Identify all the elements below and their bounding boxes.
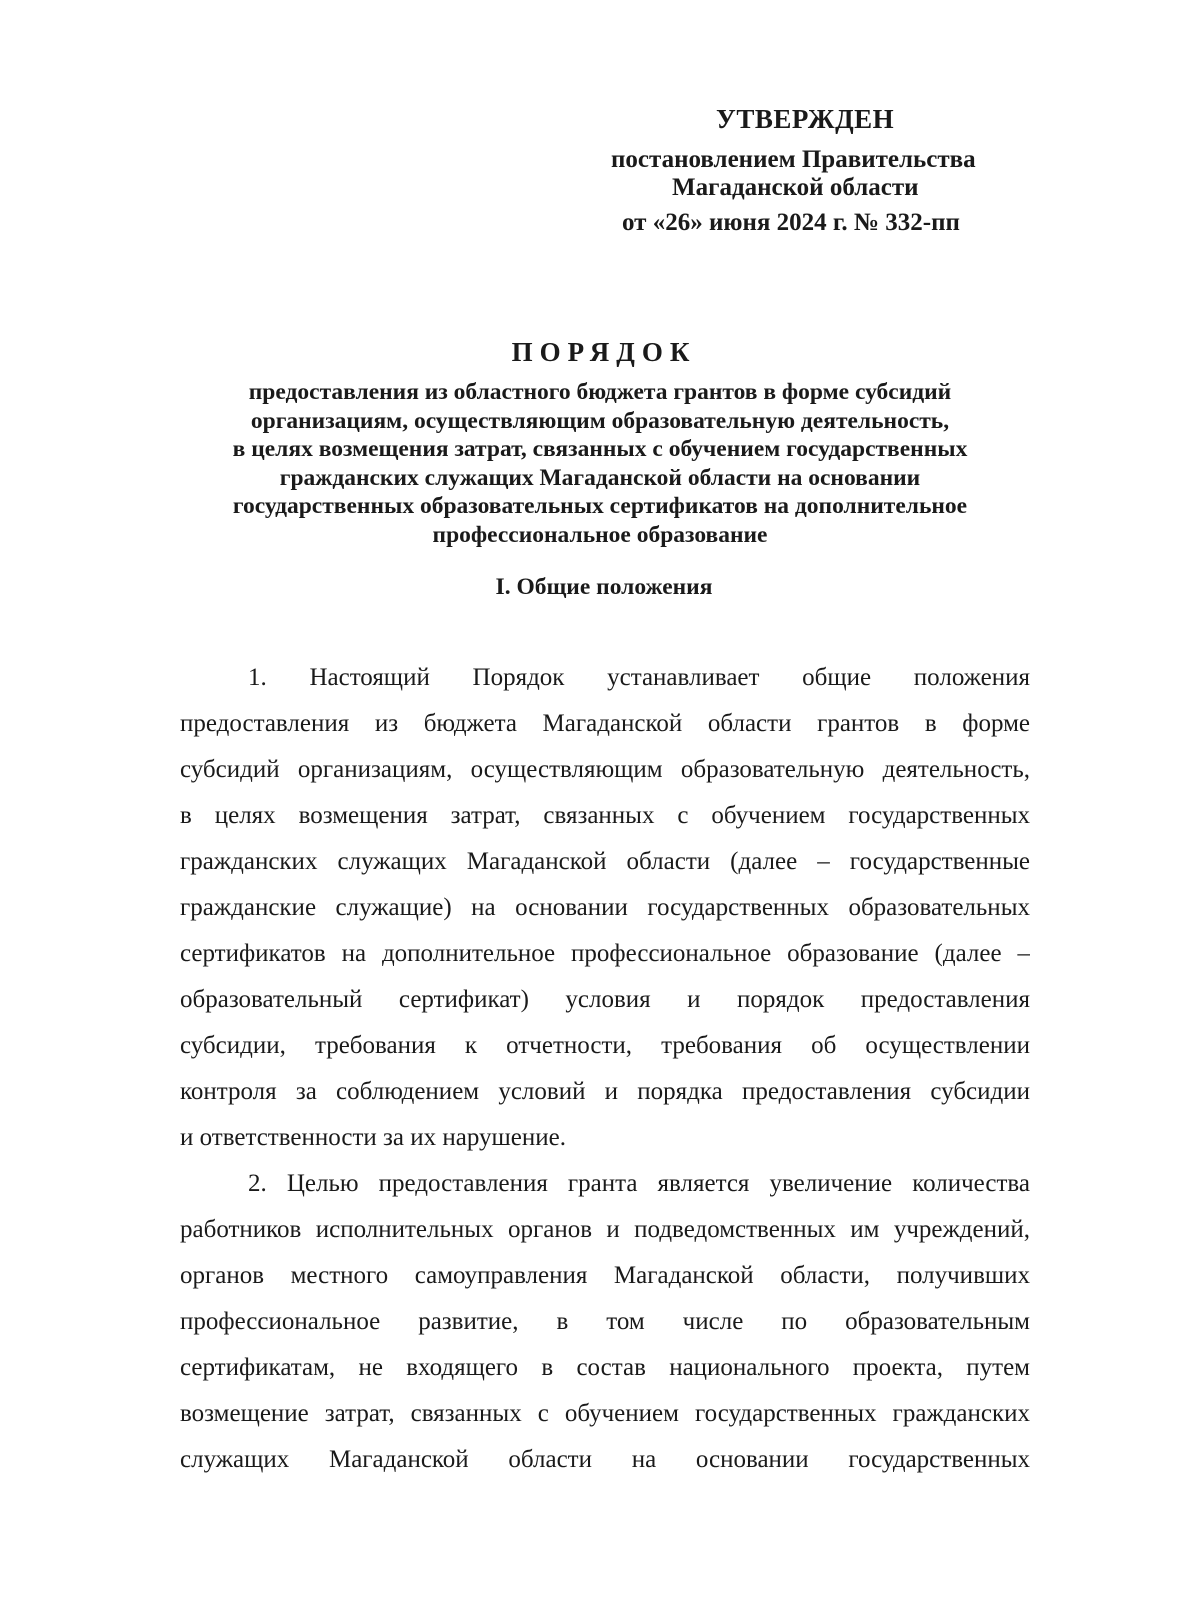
paragraph-line: субсидии, требования к отчетности, требования об осуществлении (180, 1032, 1030, 1059)
paragraph-line: профессиональное развитие, в том числе по образовательным (180, 1308, 1030, 1335)
paragraph-line: контроля за соблюдением условий и порядка предоставления субсидии (180, 1078, 1030, 1105)
subtitle-line: профессиональное образование (432, 521, 768, 548)
paragraph-2 (180, 1164, 1030, 1486)
body-text (180, 658, 1030, 1486)
approval-line-2: Магаданской области (672, 174, 919, 201)
document-subtitle (150, 378, 1050, 549)
paragraph-line: субсидий организациям, осуществляющим образовательную деятельность, (180, 756, 1030, 783)
approval-line-3: от «26» июня 2024 г. № 332-пп (622, 209, 960, 236)
paragraph-line: служащих Магаданской области на основании государственных (180, 1446, 1030, 1473)
subtitle-line: государственных образовательных сертификатов на дополнительное (232, 493, 968, 519)
paragraph-line: гражданские служащие) на основании государственных образовательных (180, 894, 1030, 921)
paragraph-line: возмещение затрат, связанных с обучением государственных гражданских (180, 1400, 1030, 1427)
approval-title: УТВЕРЖДЕН (716, 104, 895, 134)
document-title: ПОРЯДОК (511, 337, 697, 367)
subtitle-line: гражданских служащих Магаданской области на основании (279, 464, 921, 491)
subtitle-line: в целях возмещения затрат, связанных с обучением государственных (232, 436, 968, 462)
paragraph-line: и ответственности за их нарушение. (180, 1124, 566, 1151)
section-heading: I. Общие положения (495, 574, 713, 600)
subtitle-line: организациям, осуществляющим образовательную деятельность, (250, 407, 950, 434)
subtitle-line: предоставления из областного бюджета грантов в форме субсидий (248, 379, 952, 405)
paragraph-line: сертификатов на дополнительное профессиональное образование (далее – (180, 940, 1030, 967)
paragraph-line: гражданских служащих Магаданской области (далее – государственные (180, 848, 1030, 875)
paragraph-line: 2. Целью предоставления гранта является увеличение количества (248, 1170, 1030, 1197)
paragraph-1 (180, 658, 1030, 1164)
paragraph-line: предоставления из бюджета Магаданской области грантов в форме (180, 710, 1030, 737)
paragraph-line: в целях возмещения затрат, связанных с обучением государственных (180, 802, 1030, 829)
paragraph-line: сертификатам, не входящего в состав национального проекта, путем (180, 1354, 1030, 1381)
paragraph-line: образовательный сертификат) условия и порядок предоставления (180, 986, 1030, 1013)
paragraph-line: 1. Настоящий Порядок устанавливает общие положения (248, 664, 1030, 691)
approval-line-1: постановлением Правительства (611, 146, 976, 173)
paragraph-line: органов местного самоуправления Магаданской области, получивших (180, 1262, 1030, 1289)
paragraph-line: работников исполнительных органов и подведомственных им учреждений, (180, 1216, 1030, 1243)
